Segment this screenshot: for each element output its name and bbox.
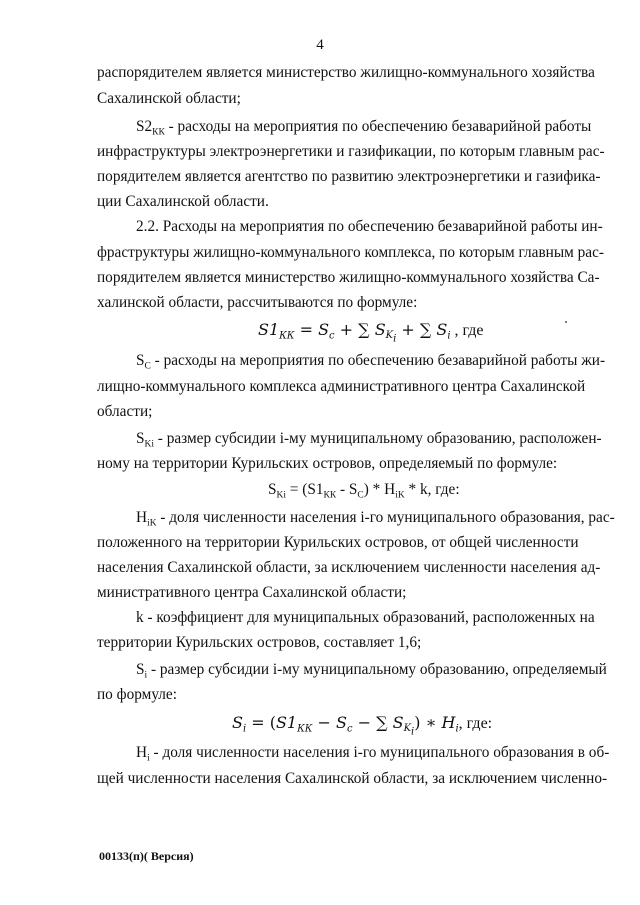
paragraph-line bbox=[136, 661, 607, 681]
formula-tail-text: , где: bbox=[458, 715, 493, 732]
formula-text: * k, где: bbox=[404, 481, 460, 498]
formula-subscript: c bbox=[347, 723, 353, 735]
formula-ski bbox=[268, 481, 460, 499]
document-footer-code: 00133(п)( Версия) bbox=[99, 849, 194, 863]
formula-subscript: КК bbox=[297, 723, 313, 735]
paragraph-line: Сахалинской области; bbox=[97, 90, 241, 107]
paragraph-line: щей численности населения Сахалинской области, за исключением численно- bbox=[97, 770, 608, 787]
formula-subsubscript: i bbox=[411, 726, 415, 738]
paragraph-text: - размер субсидии i-му муниципальному образованию, определяемый bbox=[147, 661, 607, 678]
formula-subscript: C bbox=[357, 490, 364, 501]
paragraph-line: k - коэффициент для муниципальных образований, расположенных на bbox=[136, 609, 595, 626]
formula-subscript: КК bbox=[323, 490, 337, 501]
formula-operator: = bbox=[294, 320, 319, 339]
paragraph-line: населения Сахалинской области, за исключением численности населения ад- bbox=[97, 559, 601, 576]
paragraph-line: министративного центра Сахалинской области; bbox=[97, 584, 407, 601]
formula-symbol: S bbox=[392, 713, 404, 732]
paragraph-line: по формуле: bbox=[97, 686, 177, 703]
formula-subscript-text: K bbox=[403, 723, 412, 735]
symbol: H bbox=[136, 744, 148, 761]
paragraph-line: порядителем является агентство по развитию электроэнергетики и газифика- bbox=[97, 168, 601, 185]
formula-symbol: S bbox=[318, 320, 330, 339]
formula-operator: + ∑ bbox=[396, 320, 437, 339]
paragraph-line bbox=[136, 352, 606, 372]
paragraph-line: 2.2. Расходы на мероприятия по обеспечению безаварийной работы ин- bbox=[136, 218, 603, 235]
formula-subscript: iK bbox=[395, 490, 405, 501]
paragraph-line: лищно-коммунального комплекса административного центра Сахалинской bbox=[97, 378, 586, 395]
formula-symbol: S1 bbox=[258, 320, 280, 339]
paragraph-line: распорядителем является министерство жилищно-коммунального хозяйства bbox=[97, 64, 595, 81]
page-number: 4 bbox=[316, 37, 324, 53]
formula-subscript: КК bbox=[279, 330, 295, 342]
formula-subscript bbox=[385, 330, 397, 345]
symbol: H bbox=[136, 509, 148, 526]
formula-tail-text: , где bbox=[450, 322, 484, 339]
formula-operator: − ∑ bbox=[352, 713, 393, 732]
symbol: S bbox=[136, 352, 145, 369]
paragraph-text: - расходы на мероприятия по обеспечению безаварийной работы bbox=[164, 118, 592, 135]
formula-subscript: i bbox=[242, 723, 247, 735]
paragraph-text: - размер субсидии i-му муниципальному образованию, расположен- bbox=[153, 430, 602, 447]
formula-subsubscript: i bbox=[393, 333, 397, 345]
symbol-subscript: i bbox=[147, 753, 150, 764]
paragraph-line: фраструктуры жилищно-коммунального комплекса, по которым главным рас- bbox=[97, 244, 604, 261]
formula-symbol: S bbox=[232, 713, 243, 732]
formula-operator: ) ∗ bbox=[414, 713, 442, 732]
formula-subscript-text: K bbox=[385, 330, 394, 342]
symbol: S bbox=[136, 430, 145, 447]
symbol-subscript: C bbox=[144, 361, 151, 372]
formula-operator: + ∑ bbox=[334, 320, 375, 339]
symbol-subscript: i bbox=[144, 670, 148, 681]
scan-speck bbox=[565, 321, 567, 323]
symbol-subscript: iK bbox=[147, 518, 157, 529]
formula-subscript bbox=[403, 723, 415, 738]
paragraph-line: положенного на территории Курильских островов, от общей численности bbox=[97, 534, 579, 551]
formula-si bbox=[232, 713, 493, 738]
paragraph-line: области; bbox=[97, 403, 153, 420]
formula-operator: = ( bbox=[246, 713, 276, 732]
formula-text: - S bbox=[336, 481, 358, 498]
symbol-subscript: Ki bbox=[144, 439, 154, 450]
formula-subscript: i bbox=[455, 723, 459, 735]
paragraph-line bbox=[136, 118, 592, 138]
paragraph-line: инфраструктуры электроэнергетики и газификации, по которым главным рас- bbox=[97, 143, 605, 160]
formula-symbol: H bbox=[441, 713, 456, 732]
formula-symbol: S bbox=[374, 320, 386, 339]
formula-operator: − bbox=[312, 713, 337, 732]
paragraph-line bbox=[136, 744, 610, 764]
paragraph-line bbox=[136, 509, 615, 529]
formula-text: S bbox=[268, 481, 277, 498]
paragraph-text: - доля численности населения i-го муниципального образования в об- bbox=[149, 744, 610, 761]
paragraph-text: - доля численности населения i-го муниципального образования, рас- bbox=[156, 509, 615, 526]
paragraph-line: ции Сахалинской области. bbox=[97, 193, 269, 210]
formula-s1kk bbox=[258, 320, 484, 345]
formula-text: = (S1 bbox=[285, 481, 324, 498]
formula-subscript: i bbox=[447, 330, 451, 342]
formula-subscript: c bbox=[329, 330, 335, 342]
paragraph-text: - расходы на мероприятия по обеспечению безаварийной работы жи- bbox=[150, 352, 606, 369]
symbol: S bbox=[136, 661, 145, 678]
formula-symbol: S1 bbox=[275, 713, 298, 732]
formula-subscript: Ki bbox=[276, 490, 286, 501]
paragraph-line: территории Курильских островов, составляет 1,6; bbox=[97, 634, 422, 651]
symbol-subscript: КК bbox=[152, 127, 165, 138]
formula-text: ) * H bbox=[363, 481, 396, 498]
symbol: S2 bbox=[136, 118, 153, 135]
formula-symbol: S bbox=[336, 713, 347, 732]
paragraph-line: ному на территории Курильских островов, определяемый по формуле: bbox=[97, 455, 558, 472]
paragraph-line: порядителем является министерство жилищно-коммунального хозяйства Са- bbox=[97, 269, 600, 286]
formula-symbol: S bbox=[436, 320, 448, 339]
paragraph-line: халинской области, рассчитываются по формуле: bbox=[97, 294, 418, 311]
paragraph-line bbox=[136, 430, 602, 450]
